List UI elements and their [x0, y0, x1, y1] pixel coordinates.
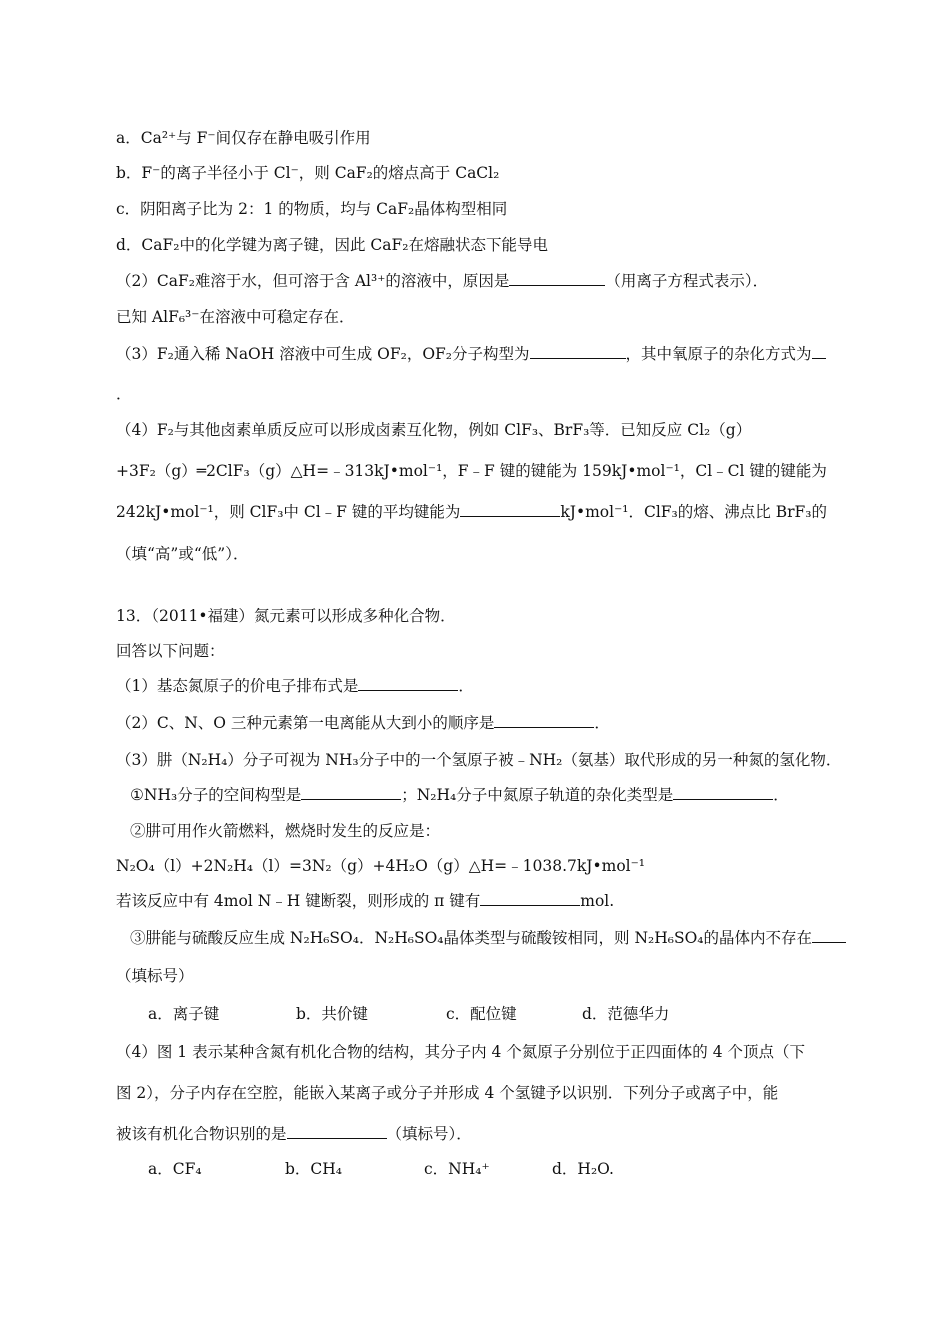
- q12-part3-text2: ，其中氧原子的杂化方式为: [625, 345, 812, 363]
- answer-blank[interactable]: [812, 344, 826, 359]
- answer-blank[interactable]: [301, 785, 401, 800]
- q13-part3-sub1-text2: ；N₂H₄分子中氮原子轨道的杂化类型是: [401, 786, 674, 804]
- q13-option-d: d．范德华力: [582, 1005, 670, 1023]
- q13-title: 13．（2011•福建）氮元素可以形成多种化合物．: [116, 607, 456, 625]
- q12-option-b: b．F⁻的离子半径小于 Cl⁻，则 CaF₂的熔点高于 CaCl₂: [116, 164, 500, 182]
- q12-part4-line2: +3F₂（g）═2ClF₃（g）△H=﹣313kJ•mol⁻¹，F﹣F 键的键能为 159kJ•mol⁻¹，Cl﹣Cl 键的键能为: [116, 462, 827, 480]
- answer-blank[interactable]: [673, 785, 773, 800]
- q12-option-d: d．CaF₂中的化学键为离子键，因此 CaF₂在熔融状态下能导电: [116, 236, 548, 254]
- q12-part3-line2: ．: [116, 385, 132, 403]
- q13-part3-sub3: [130, 928, 846, 948]
- q13-intro: 回答以下问题：: [116, 642, 225, 660]
- q13-part3-sub2: ②肼可用作火箭燃料，燃烧时发生的反应是：: [130, 822, 441, 840]
- q13-part4-option-a: a．CF₄: [148, 1160, 202, 1178]
- q12-part3-line1: [116, 344, 826, 364]
- q13-option-c: c．配位键: [446, 1005, 517, 1023]
- q12-part2-line1: [116, 271, 768, 291]
- q13-part4-line1: （4）图 1 表示某种含氮有机化合物的结构，其分子内 4 个氮原子分别位于正四面体的 4 个顶点（下: [116, 1043, 806, 1061]
- answer-blank[interactable]: [812, 928, 846, 943]
- q13-part3-sub1-text: ①NH₃分子的空间构型是: [130, 786, 302, 804]
- q13-equation: N₂O₄（l）+2N₂H₄（l）=3N₂（g）+4H₂O（g）△H=﹣1038.7kJ•mol⁻¹: [116, 857, 646, 875]
- q12-part4-text2: kJ•mol⁻¹．ClF₃的熔、沸点比 BrF₃的: [560, 503, 827, 521]
- q13-option-a: a．离子键: [148, 1005, 220, 1023]
- q13-part4-option-c: c．NH₄⁺: [424, 1160, 490, 1178]
- q13-part4-option-d: d．H₂O.: [552, 1160, 614, 1178]
- answer-blank[interactable]: [480, 891, 580, 906]
- q13-part3-sub2-unit: mol.: [580, 892, 615, 910]
- q13-part1: [116, 676, 474, 696]
- q13-part3-sub3-hint: （填标号）: [116, 967, 194, 985]
- q12-part2-hint: （用离子方程式表示）．: [605, 272, 769, 290]
- q12-part2-line2: 已知 AlF₆³⁻在溶液中可稳定存在．: [116, 308, 355, 326]
- q12-part3-text: （3）F₂通入稀 NaOH 溶液中可生成 OF₂，OF₂分子构型为: [116, 345, 530, 363]
- answer-blank[interactable]: [494, 713, 594, 728]
- q13-part2-end: ．: [594, 714, 610, 732]
- q12-part4-line4: （填“高”或“低”）．: [116, 545, 249, 563]
- q13-option-b: b．共价键: [296, 1005, 368, 1023]
- answer-blank[interactable]: [530, 344, 626, 359]
- q13-part1-text: （1）基态氮原子的价电子排布式是: [116, 677, 359, 695]
- q13-part3-sub2-text: 若该反应中有 4mol N﹣H 键断裂，则形成的 π 键有: [116, 892, 481, 910]
- answer-blank[interactable]: [287, 1124, 387, 1139]
- q12-part4-line1: （4）F₂与其他卤素单质反应可以形成卤素互化物，例如 ClF₃、BrF₃等．已知反应 Cl₂（g）: [116, 421, 752, 439]
- q12-part2-text: （2）CaF₂难溶于水，但可溶于含 Al³⁺的溶液中，原因是: [116, 272, 510, 290]
- q13-part4-line3: [116, 1124, 472, 1144]
- q13-part3-sub1: [130, 785, 789, 805]
- q13-part4-text: 被该有机化合物识别的是: [116, 1125, 287, 1143]
- answer-blank[interactable]: [460, 502, 560, 517]
- q13-part1-end: ．: [458, 677, 474, 695]
- q13-part3: （3）肼（N₂H₄）分子可视为 NH₃分子中的一个氢原子被﹣NH₂（氨基）取代形成的另一种氮的氢化物．: [116, 751, 842, 769]
- answer-blank[interactable]: [509, 271, 605, 286]
- q12-option-a: a．Ca²⁺与 F⁻间仅存在静电吸引作用: [116, 129, 371, 147]
- q13-part4-option-b: b．CH₄: [285, 1160, 343, 1178]
- answer-blank[interactable]: [358, 676, 458, 691]
- q13-part3-sub2-question: [116, 891, 614, 911]
- q13-part3-sub1-end: ．: [773, 786, 789, 804]
- q13-part3-sub3-text: ③肼能与硫酸反应生成 N₂H₆SO₄．N₂H₆SO₄晶体类型与硫酸铵相同，则 N₂H₆SO₄的晶体内不存在: [130, 929, 812, 947]
- q12-part4-line3: [116, 502, 827, 522]
- q13-part2-text: （2）C、N、O 三种元素第一电离能从大到小的顺序是: [116, 714, 495, 732]
- q13-part2: [116, 713, 610, 733]
- q12-part4-text: 242kJ•mol⁻¹，则 ClF₃中 Cl﹣F 键的平均键能为: [116, 503, 461, 521]
- q13-part4-line2: 图 2），分子内存在空腔，能嵌入某离子或分子并形成 4 个氢键予以识别．下列分子或离子中，能: [116, 1084, 779, 1102]
- q13-part4-hint: （填标号）．: [386, 1125, 472, 1143]
- q12-option-c: c．阴阳离子比为 2：1 的物质，均与 CaF₂晶体构型相同: [116, 200, 508, 218]
